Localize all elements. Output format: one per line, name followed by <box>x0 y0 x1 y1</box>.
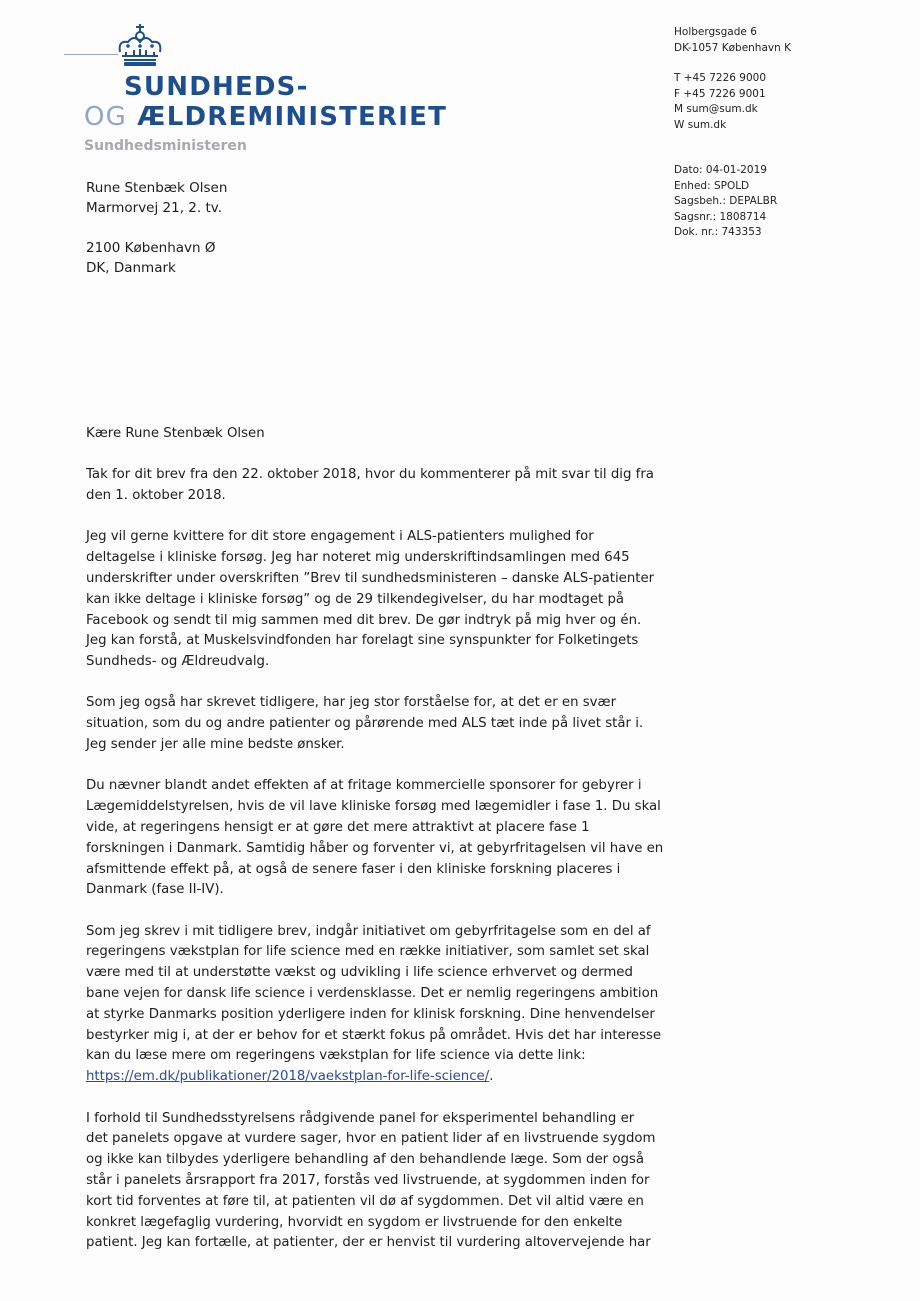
text-line: bestyrker mig i, at der er behov for et stærkt fokus på området. Hvis det har interesse <box>86 1027 662 1043</box>
text-line: Danmark (fase II-IV). <box>86 882 224 898</box>
text-line: Som jeg skrev i mit tidligere brev, indgår initiativet om gebyrfritagelse som en del af <box>86 923 651 939</box>
recipient-country: DK, Danmark <box>86 260 176 276</box>
text-line: og ikke kan tilbydes yderligere behandling af den behandlende læge. Som der også <box>86 1152 644 1168</box>
text-line: Sundheds- og Ældreudvalg. <box>86 654 270 670</box>
meta-doc-no: Dok. nr.: 743353 <box>674 226 762 238</box>
recipient-street: Marmorvej 21, 2. tv. <box>86 200 222 216</box>
text-line: være med til at understøtte vækst og udvikling i life science erhvervet og dermed <box>86 965 633 981</box>
paragraph-2 <box>86 527 655 673</box>
text-line: Facebook og sendt til mig sammen med dit brev. De gør indtryk på mig hver og én. <box>86 612 642 628</box>
text-line: patient. Jeg kan fortælle, at patienter, der er henvist til vurdering altovervejende har <box>86 1235 651 1251</box>
logo-rule <box>64 54 118 55</box>
recipient-name: Rune Stenbæk Olsen <box>86 180 228 196</box>
link-tail: . <box>489 1069 494 1085</box>
paragraph-5-text <box>86 922 662 1068</box>
logo-prefix: OG <box>84 102 128 132</box>
meta-case-no: Sagsnr.: 1808714 <box>674 210 767 223</box>
meta-unit: Enhed: SPOLD <box>674 179 750 192</box>
text-line: at styrke Danmarks position yderligere inden for klinisk forskning. Dine henvendelser <box>86 1006 655 1022</box>
text-line: I forhold til Sundhedsstyrelsens rådgivende panel for eksperimentel behandling er <box>86 1110 635 1126</box>
text-line: deltagelse i kliniske forsøg. Jeg har noteret mig underskriftindsamlingen med 645 <box>86 550 630 566</box>
meta-case-handler: Sagsbeh.: DEPALBR <box>674 195 778 207</box>
logo-line-1: SUNDHEDS- <box>124 72 309 102</box>
text-line: står i panelets årsrapport fra 2017, forstås ved livstruende, at sygdommen inden for <box>86 1172 650 1188</box>
sender-fax: F +45 7226 9001 <box>674 87 766 100</box>
text-line: Jeg vil gerne kvittere for dit store engagement i ALS-patienters mulighed for <box>86 529 594 545</box>
vaekstplan-link[interactable]: https://em.dk/publikationer/2018/vaekstplan-for-life-science/ <box>86 1069 490 1085</box>
paragraph-4 <box>86 776 664 901</box>
text-line: Tak for dit brev fra den 22. oktober 2018, hvor du kommenterer på mit svar til dig fra <box>86 467 654 483</box>
text-line: bane vejen for dansk life science i verdensklasse. Det er nemlig regeringens ambition <box>86 986 659 1002</box>
text-line: regeringens vækstplan for life science med en række initiativer, som samlet set skal <box>86 944 650 960</box>
sender-web: W sum.dk <box>674 118 727 131</box>
paragraph-6 <box>86 1109 656 1255</box>
sender-phone: T +45 7226 9000 <box>674 72 767 84</box>
paragraph-5 <box>86 922 662 1088</box>
text-line: Du nævner blandt andet effekten af at fritage kommercielle sponsorer for gebyrer i <box>86 778 642 794</box>
text-line: den 1. oktober 2018. <box>86 488 226 504</box>
meta-date: Dato: 04-01-2019 <box>674 164 767 176</box>
text-line: forskningen i Danmark. Samtidig håber og forventer vi, at gebyrfritagelsen vil have en <box>86 840 664 856</box>
text-line: Jeg sender jer alle mine bedste ønsker. <box>86 737 345 753</box>
text-line: Jeg kan forstå, at Muskelsvindfonden har forelagt sine synspunkter for Folketingets <box>86 633 639 649</box>
text-line: konkret lægefaglig vurdering, hvorvidt en sygdom er livstruende for den enkelte <box>86 1214 623 1230</box>
recipient-city: 2100 København Ø <box>86 240 216 256</box>
paragraph-1 <box>86 465 654 507</box>
paragraph-3 <box>86 693 646 755</box>
salutation: Kære Rune Stenbæk Olsen <box>86 426 265 441</box>
text-line: kort tid forventes at føre til, at patienten vil dø af sygdommen. Det vil altid være en <box>86 1193 644 1209</box>
logo-line-2 <box>84 102 447 132</box>
text-line: underskrifter under overskriften ”Brev til sundhedsministeren – danske ALS-patienter <box>86 570 655 586</box>
recipient-address <box>86 178 227 278</box>
text-line: kan du læse mere om regeringens vækstplan for life science via dette link: <box>86 1048 586 1064</box>
text-line: Som jeg også har skrevet tidligere, har jeg stor forståelse for, at det er en svær <box>86 695 617 711</box>
sender-info <box>674 25 904 241</box>
text-line: kan ikke deltage i kliniske forsøg” og de 29 tilkendegivelser, du har modtaget på <box>86 591 625 607</box>
sender-email: M sum@sum.dk <box>674 103 758 115</box>
sender-address-2: DK-1057 København K <box>674 41 791 54</box>
logo-main: ÆLDREMINISTERIET <box>137 102 448 132</box>
logo-subtitle: Sundhedsministeren <box>84 138 247 154</box>
text-line: Lægemiddelstyrelsen, hvis de vil lave kliniske forsøg med lægemidler i fase 1. Du skal <box>86 799 661 815</box>
text-line: det panelets opgave at vurdere sager, hvor en patient lider af en livstruende sygdom <box>86 1131 656 1147</box>
crown-icon <box>112 22 168 70</box>
sender-address-1: Holbergsgade 6 <box>674 26 757 38</box>
text-line: afsmittende effekt på, at også de senere faser i den kliniske forskning placeres i <box>86 861 621 877</box>
letter-body <box>86 424 664 1275</box>
text-line: vide, at regeringens hensigt er at gøre det mere attraktivt at placere fase 1 <box>86 819 590 835</box>
text-line: situation, som du og andre patienter og pårørende med ALS tæt inde på livet står i. <box>86 716 644 732</box>
